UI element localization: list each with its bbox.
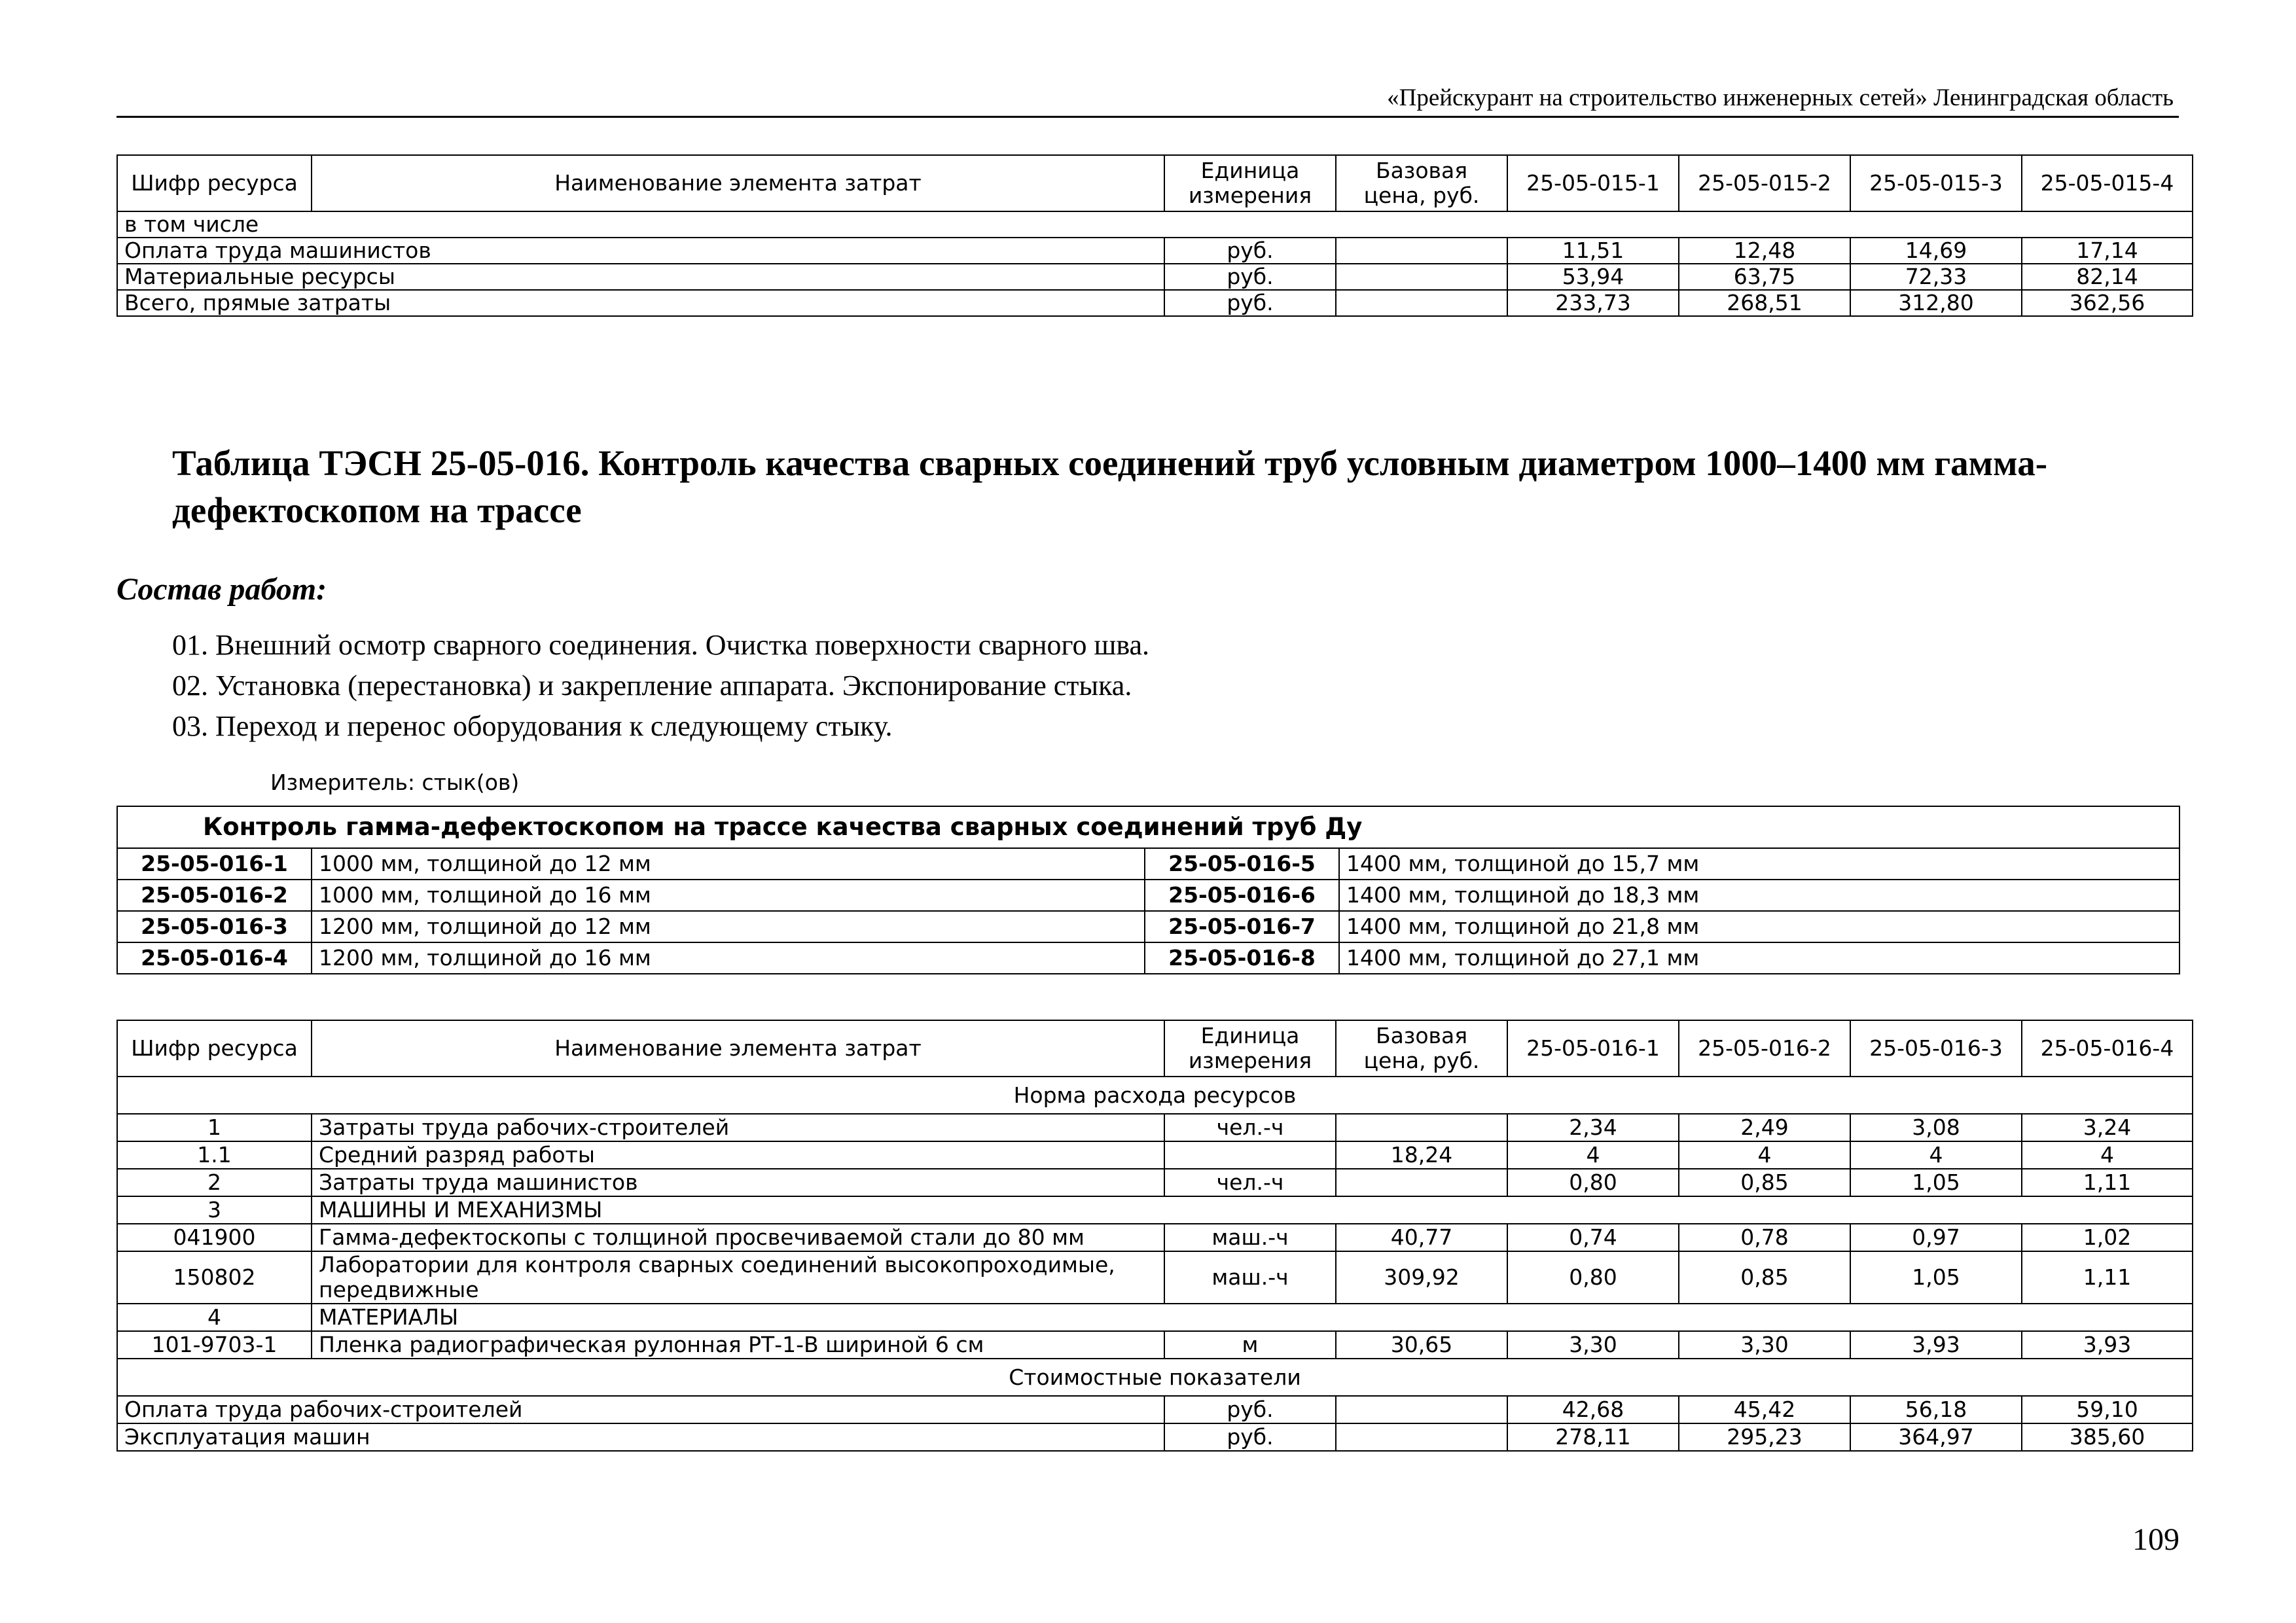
- header-cell: 25-05-016-2: [1679, 1020, 1850, 1077]
- table-row: [117, 1169, 2193, 1196]
- code-description: 1400 мм, толщиной до 15,7 мм: [1339, 848, 2179, 880]
- composition-title: Состав работ:: [117, 572, 327, 607]
- table-row: [117, 1423, 2193, 1451]
- table-row: [117, 238, 2193, 264]
- section-label: Стоимостные показатели: [117, 1359, 2193, 1396]
- code-description: 1400 мм, толщиной до 27,1 мм: [1339, 942, 2179, 974]
- row-value: 45,42: [1679, 1396, 1850, 1423]
- row-unit: руб.: [1164, 238, 1336, 264]
- row-code: 1.1: [117, 1141, 312, 1169]
- row-unit: маш.-ч: [1164, 1224, 1336, 1251]
- code-description: 1200 мм, толщиной до 16 мм: [312, 942, 1145, 974]
- row-name: Эксплуатация машин: [117, 1423, 1164, 1451]
- running-header: «Прейскурант на строительство инженерных сетей» Ленинградская область: [1387, 84, 2174, 111]
- code-cell: 25-05-016-8: [1145, 942, 1339, 974]
- row-value: 4: [1507, 1141, 1679, 1169]
- header-cell: 25-05-016-1: [1507, 1020, 1679, 1077]
- row-name: Затраты труда машинистов: [312, 1169, 1164, 1196]
- row-value: 2,34: [1507, 1114, 1679, 1141]
- header-cell: Шифр ресурса: [117, 155, 312, 211]
- table-row: [117, 1304, 2193, 1331]
- row-value: 63,75: [1679, 264, 1850, 290]
- header-cell: Единица измерения: [1164, 155, 1336, 211]
- code-cell: 25-05-016-2: [117, 880, 312, 911]
- section-label: в том числе: [117, 211, 2193, 238]
- table-row: [117, 1114, 2193, 1141]
- row-name: Оплата труда машинистов: [117, 238, 1164, 264]
- measure-unit: Измеритель: стык(ов): [270, 770, 520, 795]
- header-cell: 25-05-016-4: [2022, 1020, 2193, 1077]
- page-number: 109: [2132, 1522, 2179, 1557]
- table-section-row: [117, 1077, 2193, 1114]
- table-row: [117, 1224, 2193, 1251]
- row-value: 1,05: [1850, 1169, 2022, 1196]
- codes-caption-row: [117, 806, 2179, 848]
- header-cell: 25-05-015-1: [1507, 155, 1679, 211]
- table-row: [117, 1251, 2193, 1304]
- row-name: Оплата труда рабочих-строителей: [117, 1396, 1164, 1423]
- row-value: 17,14: [2022, 238, 2193, 264]
- row-code: 1: [117, 1114, 312, 1141]
- code-cell: 25-05-016-1: [117, 848, 312, 880]
- row-name: Материальные ресурсы: [117, 264, 1164, 290]
- header-cell: Базовая цена, руб.: [1336, 155, 1507, 211]
- table-title: Таблица ТЭСН 25-05-016. Контроль качества сварных соединений труб условным диаметром 1000–1400 мм гамма-дефектоскопом на трассе: [172, 443, 2048, 530]
- table-row: [117, 942, 2179, 974]
- row-value: 0,80: [1507, 1169, 1679, 1196]
- row-value: 0,85: [1679, 1251, 1850, 1304]
- row-code: 2: [117, 1169, 312, 1196]
- table-row: [117, 1396, 2193, 1423]
- row-price: 309,92: [1336, 1251, 1507, 1304]
- table-row: [117, 848, 2179, 880]
- row-code: 150802: [117, 1251, 312, 1304]
- row-value: 385,60: [2022, 1423, 2193, 1451]
- row-value: 3,08: [1850, 1114, 2022, 1141]
- row-value: 3,30: [1507, 1331, 1679, 1359]
- row-value: 362,56: [2022, 290, 2193, 316]
- row-value: 4: [1850, 1141, 2022, 1169]
- table-row: [117, 290, 2193, 316]
- row-name: Всего, прямые затраты: [117, 290, 1164, 316]
- row-value: 295,23: [1679, 1423, 1850, 1451]
- code-description: 1400 мм, толщиной до 18,3 мм: [1339, 880, 2179, 911]
- code-description: 1000 мм, толщиной до 12 мм: [312, 848, 1145, 880]
- row-value: 233,73: [1507, 290, 1679, 316]
- table-section-row: [117, 211, 2193, 238]
- row-value: 0,80: [1507, 1251, 1679, 1304]
- codes-table: [117, 806, 2180, 974]
- code-cell: 25-05-016-6: [1145, 880, 1339, 911]
- header-cell: 25-05-015-3: [1850, 155, 2022, 211]
- composition-step: 01. Внешний осмотр сварного соединения. Очистка поверхности сварного шва.: [172, 629, 1150, 661]
- row-name: Гамма-дефектоскопы с толщиной просвечиваемой стали до 80 мм: [312, 1224, 1164, 1251]
- row-price: [1336, 238, 1507, 264]
- table-row: [117, 911, 2179, 942]
- codes-caption: Контроль гамма-дефектоскопом на трассе качества сварных соединений труб Ду: [117, 806, 2179, 848]
- row-value: 12,48: [1679, 238, 1850, 264]
- row-value: 4: [2022, 1141, 2193, 1169]
- row-code: 4: [117, 1304, 312, 1331]
- header-cell: Наименование элемента затрат: [312, 155, 1164, 211]
- table-section-row: [117, 1359, 2193, 1396]
- top-cost-table: [117, 154, 2193, 317]
- header-cell: 25-05-016-3: [1850, 1020, 2022, 1077]
- table-row: [117, 1331, 2193, 1359]
- row-value: 0,78: [1679, 1224, 1850, 1251]
- row-name: Затраты труда рабочих-строителей: [312, 1114, 1164, 1141]
- row-value: 42,68: [1507, 1396, 1679, 1423]
- row-price: 18,24: [1336, 1141, 1507, 1169]
- row-code: 101-9703-1: [117, 1331, 312, 1359]
- table-row: [117, 1196, 2193, 1224]
- row-value: 278,11: [1507, 1423, 1679, 1451]
- composition-step: 02. Установка (перестановка) и закрепление аппарата. Экспонирование стыка.: [172, 669, 1132, 702]
- header-cell: 25-05-015-4: [2022, 155, 2193, 211]
- row-value: 3,24: [2022, 1114, 2193, 1141]
- row-unit: [1164, 1141, 1336, 1169]
- row-unit: руб.: [1164, 1396, 1336, 1423]
- header-cell: Единица измерения: [1164, 1020, 1336, 1077]
- row-value: 82,14: [2022, 264, 2193, 290]
- row-value: 14,69: [1850, 238, 2022, 264]
- row-value: 3,93: [2022, 1331, 2193, 1359]
- row-unit: маш.-ч: [1164, 1251, 1336, 1304]
- header-cell: Наименование элемента затрат: [312, 1020, 1164, 1077]
- row-unit: руб.: [1164, 264, 1336, 290]
- row-code: 3: [117, 1196, 312, 1224]
- row-value: 1,02: [2022, 1224, 2193, 1251]
- row-unit: чел.-ч: [1164, 1114, 1336, 1141]
- row-value: 1,11: [2022, 1251, 2193, 1304]
- row-value: 11,51: [1507, 238, 1679, 264]
- row-unit: руб.: [1164, 290, 1336, 316]
- row-price: [1336, 1423, 1507, 1451]
- row-value: 72,33: [1850, 264, 2022, 290]
- row-value: 3,30: [1679, 1331, 1850, 1359]
- code-cell: 25-05-016-7: [1145, 911, 1339, 942]
- row-value: 1,11: [2022, 1169, 2193, 1196]
- row-code: 041900: [117, 1224, 312, 1251]
- row-value: 0,85: [1679, 1169, 1850, 1196]
- row-name: МАШИНЫ И МЕХАНИЗМЫ: [312, 1196, 2193, 1224]
- row-value: 0,97: [1850, 1224, 2022, 1251]
- row-price: [1336, 1114, 1507, 1141]
- resource-table: [117, 1020, 2193, 1452]
- row-value: 2,49: [1679, 1114, 1850, 1141]
- row-value: 268,51: [1679, 290, 1850, 316]
- header-cell: Базовая цена, руб.: [1336, 1020, 1507, 1077]
- row-value: 3,93: [1850, 1331, 2022, 1359]
- row-name: Лаборатории для контроля сварных соединений высокопроходимые, передвижные: [312, 1251, 1164, 1304]
- row-name: Пленка радиографическая рулонная РТ-1-В шириной 6 см: [312, 1331, 1164, 1359]
- row-unit: чел.-ч: [1164, 1169, 1336, 1196]
- section-label: Норма расхода ресурсов: [117, 1077, 2193, 1114]
- row-price: 40,77: [1336, 1224, 1507, 1251]
- row-value: 0,74: [1507, 1224, 1679, 1251]
- code-cell: 25-05-016-4: [117, 942, 312, 974]
- row-value: 1,05: [1850, 1251, 2022, 1304]
- row-price: [1336, 1169, 1507, 1196]
- table-row: [117, 1141, 2193, 1169]
- header-rule: [117, 116, 2179, 118]
- code-description: 1400 мм, толщиной до 21,8 мм: [1339, 911, 2179, 942]
- row-value: 59,10: [2022, 1396, 2193, 1423]
- table-row: [117, 880, 2179, 911]
- row-value: 53,94: [1507, 264, 1679, 290]
- row-unit: м: [1164, 1331, 1336, 1359]
- row-price: 30,65: [1336, 1331, 1507, 1359]
- header-cell: Шифр ресурса: [117, 1020, 312, 1077]
- row-price: [1336, 290, 1507, 316]
- row-value: 364,97: [1850, 1423, 2022, 1451]
- table-row: [117, 264, 2193, 290]
- row-value: 56,18: [1850, 1396, 2022, 1423]
- row-price: [1336, 264, 1507, 290]
- row-name: МАТЕРИАЛЫ: [312, 1304, 2193, 1331]
- row-unit: руб.: [1164, 1423, 1336, 1451]
- code-cell: 25-05-016-3: [117, 911, 312, 942]
- header-cell: 25-05-015-2: [1679, 155, 1850, 211]
- table-header-row: [117, 155, 2193, 211]
- row-price: [1336, 1396, 1507, 1423]
- code-cell: 25-05-016-5: [1145, 848, 1339, 880]
- code-description: 1000 мм, толщиной до 16 мм: [312, 880, 1145, 911]
- table-header-row: [117, 1020, 2193, 1077]
- composition-step: 03. Переход и перенос оборудования к следующему стыку.: [172, 710, 893, 742]
- row-value: 4: [1679, 1141, 1850, 1169]
- row-value: 312,80: [1850, 290, 2022, 316]
- code-description: 1200 мм, толщиной до 12 мм: [312, 911, 1145, 942]
- row-name: Средний разряд работы: [312, 1141, 1164, 1169]
